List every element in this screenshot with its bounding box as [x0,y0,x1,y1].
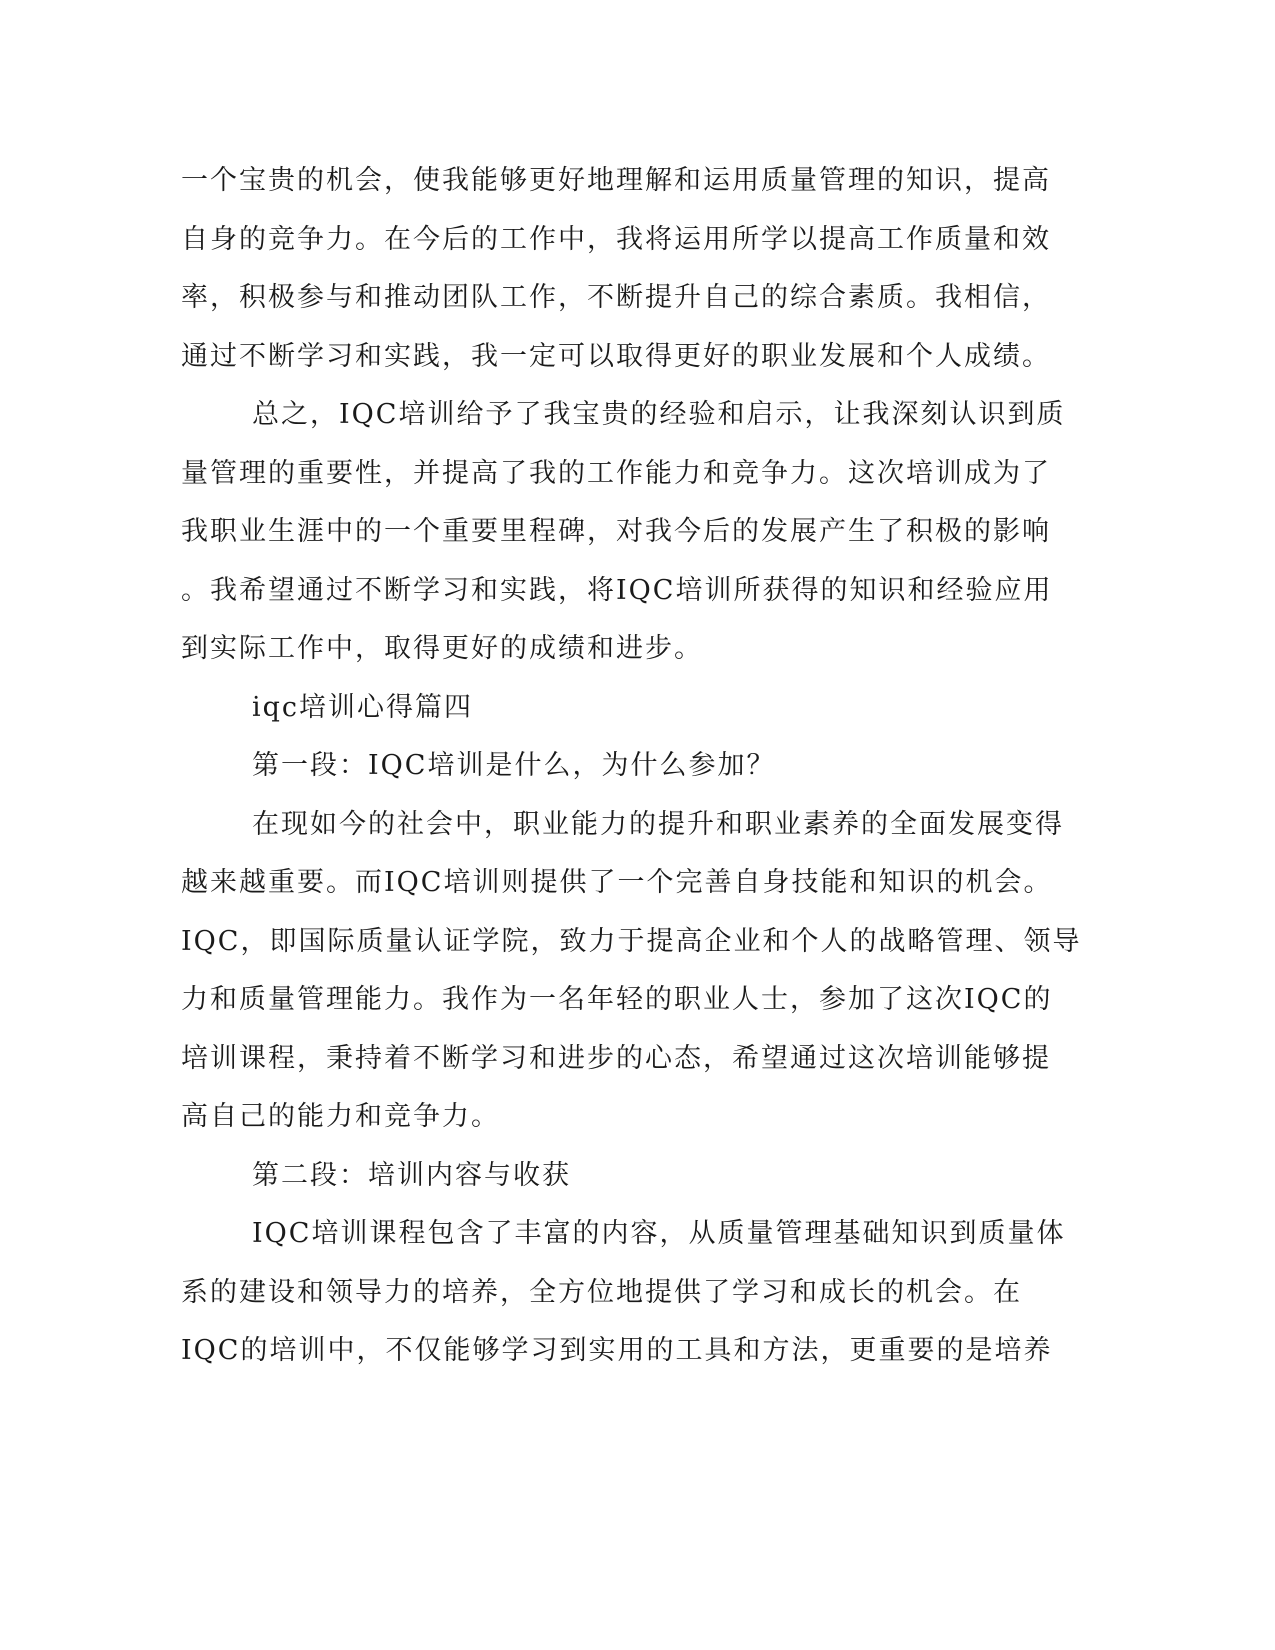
text-line: 系的建设和领导力的培养，全方位地提供了学习和成长的机会。在 [181,1276,1022,1308]
text-line: 。我希望通过不断学习和实践，将IQC培训所获得的知识和经验应用 [181,574,1053,606]
text-line: IQC，即国际质量认证学院，致力于提高企业和个人的战略管理、领导 [181,925,1082,957]
text-line: 越来越重要。而IQC培训则提供了一个完善自身技能和知识的机会。 [181,867,1053,898]
paragraph-first-line: 在现如今的社会中，职业能力的提升和职业素养的全面发展变得 [252,808,1064,840]
text-line: IQC的培训中，不仅能够学习到实用的工具和方法，更重要的是培养 [181,1335,1053,1366]
subsection-heading: 第一段：IQC培训是什么，为什么参加？ [252,750,776,781]
document-body [181,155,1082,1384]
text-line: 通过不断学习和实践，我一定可以取得更好的职业发展和个人成绩。 [181,340,1051,372]
text-line: 培训课程，秉持着不断学习和进步的心态，希望通过这次培训能够提 [181,1042,1051,1074]
text-line: 我职业生涯中的一个重要里程碑，对我今后的发展产生了积极的影响 [181,516,1051,547]
text-line: 到实际工作中，取得更好的成绩和进步。 [181,633,703,664]
paragraph-first-line: IQC培训课程包含了丰富的内容，从质量管理基础知识到质量体 [252,1218,1066,1249]
text-line: 力和质量管理能力。我作为一名年轻的职业人士，参加了这次IQC的 [181,984,1053,1015]
paragraph-first-line: 总之，IQC培训给予了我宝贵的经验和启示，让我深刻认识到质 [252,399,1066,430]
text-line: 高自己的能力和竞争力。 [181,1101,500,1132]
text-line: 量管理的重要性，并提高了我的工作能力和竞争力。这次培训成为了 [181,457,1051,489]
subsection-heading: 第二段：培训内容与收获 [252,1159,571,1191]
section-heading: iqc培训心得篇四 [252,691,474,723]
text-line: 率，积极参与和推动团队工作，不断提升自己的综合素质。我相信， [181,282,1051,313]
text-line: 自身的竞争力。在今后的工作中，我将运用所学以提高工作质量和效 [181,223,1051,255]
text-line: 一个宝贵的机会，使我能够更好地理解和运用质量管理的知识，提高 [181,165,1051,196]
